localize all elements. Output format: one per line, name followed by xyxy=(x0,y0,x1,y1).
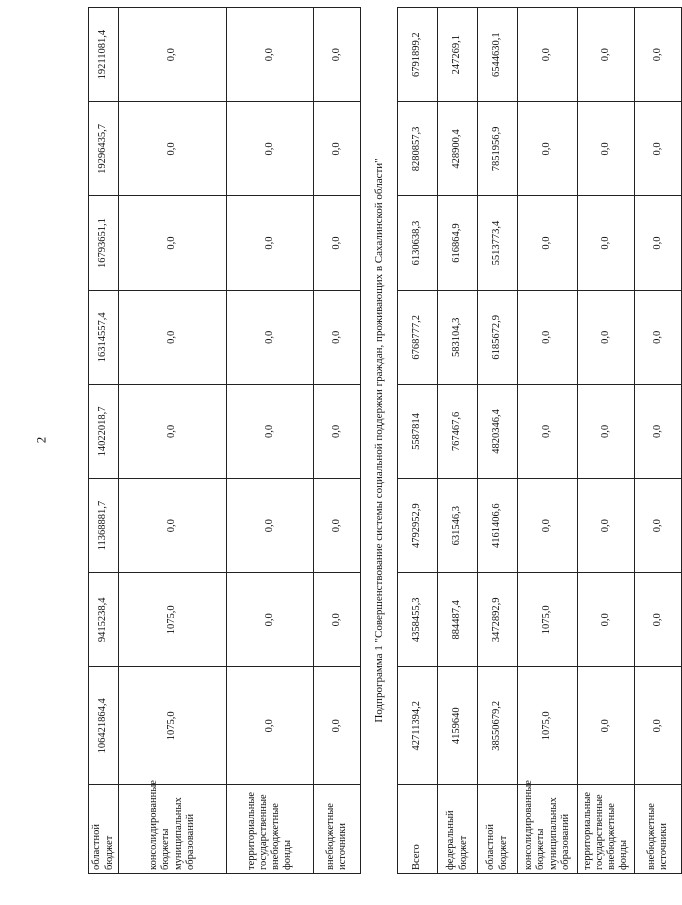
cell-value: 0,0 xyxy=(635,196,682,290)
cell-value: 5587814 xyxy=(398,384,438,478)
table-row xyxy=(227,8,314,874)
cell-value: 6185672,9 xyxy=(478,290,518,384)
cell-value: 1075,0 xyxy=(119,573,227,667)
cell-value: 0,0 xyxy=(635,384,682,478)
cell-value: 0,0 xyxy=(227,102,314,196)
row-label: внебюджетные источники xyxy=(314,785,361,874)
cell-value: 0,0 xyxy=(227,8,314,102)
cell-value: 0,0 xyxy=(578,196,635,290)
cell-value: 6544630,1 xyxy=(478,8,518,102)
cell-value: 6130638,3 xyxy=(398,196,438,290)
cell-value: 0,0 xyxy=(578,102,635,196)
cell-value: 11368881,7 xyxy=(89,479,119,573)
cell-value: 0,0 xyxy=(314,573,361,667)
cell-value: 0,0 xyxy=(314,479,361,573)
row-label: федеральный бюджет xyxy=(438,785,478,874)
cell-value: 14022018,7 xyxy=(89,384,119,478)
cell-value: 6768777,2 xyxy=(398,290,438,384)
cell-value: 616864,9 xyxy=(438,196,478,290)
cell-value: 0,0 xyxy=(578,667,635,785)
cell-value: 4161406,6 xyxy=(478,479,518,573)
cell-value: 0,0 xyxy=(119,479,227,573)
cell-value: 0,0 xyxy=(227,667,314,785)
cell-value: 16793651,1 xyxy=(89,196,119,290)
cell-value: 1075,0 xyxy=(518,573,578,667)
row-label: внебюджетные источники xyxy=(635,785,682,874)
cell-value: 4820346,4 xyxy=(478,384,518,478)
cell-value: 0,0 xyxy=(578,8,635,102)
cell-value: 884487,4 xyxy=(438,573,478,667)
row-label: Всего xyxy=(398,785,438,874)
table-row xyxy=(578,8,635,874)
subprogram-row xyxy=(361,8,398,874)
cell-value: 583104,3 xyxy=(438,290,478,384)
cell-value: 106421864,4 xyxy=(89,667,119,785)
cell-value: 0,0 xyxy=(119,102,227,196)
cell-value: 0,0 xyxy=(578,573,635,667)
cell-value: 19211081,4 xyxy=(89,8,119,102)
table-row xyxy=(478,8,518,874)
row-label: территориальные государственные внебюджетные фонды xyxy=(578,785,635,874)
cell-value: 0,0 xyxy=(119,196,227,290)
cell-value: 0,0 xyxy=(314,102,361,196)
row-label: консолидированные бюджеты муниципальных образований xyxy=(518,785,578,874)
cell-value: 0,0 xyxy=(578,479,635,573)
cell-value: 0,0 xyxy=(578,384,635,478)
row-label: областной бюджет xyxy=(478,785,518,874)
cell-value: 0,0 xyxy=(314,290,361,384)
cell-value: 0,0 xyxy=(227,290,314,384)
cell-value: 4792952,9 xyxy=(398,479,438,573)
cell-value: 0,0 xyxy=(314,8,361,102)
cell-value: 6791899,2 xyxy=(398,8,438,102)
cell-value: 631546,3 xyxy=(438,479,478,573)
cell-value: 1075,0 xyxy=(518,667,578,785)
cell-value: 0,0 xyxy=(635,573,682,667)
cell-value: 9415238,4 xyxy=(89,573,119,667)
cell-value: 0,0 xyxy=(227,196,314,290)
cell-value: 0,0 xyxy=(518,8,578,102)
row-label: консолидированные бюджеты муниципальных образований xyxy=(119,785,227,874)
cell-value: 16314557,4 xyxy=(89,290,119,384)
funding-table xyxy=(88,7,682,874)
subprogram-title: Подпрограмма 1 "Совершенствование системы социальной поддержки граждан, проживающих в Сахалинской области" xyxy=(361,8,398,874)
cell-value: 0,0 xyxy=(518,196,578,290)
cell-value: 0,0 xyxy=(314,667,361,785)
cell-value: 8280857,3 xyxy=(398,102,438,196)
cell-value: 0,0 xyxy=(119,384,227,478)
cell-value: 0,0 xyxy=(518,290,578,384)
cell-value: 0,0 xyxy=(119,8,227,102)
rotated-page-content xyxy=(88,7,669,874)
block1-body xyxy=(89,8,361,874)
cell-value: 0,0 xyxy=(635,479,682,573)
cell-value: 0,0 xyxy=(635,290,682,384)
table-row xyxy=(89,8,119,874)
cell-value: 0,0 xyxy=(314,196,361,290)
cell-value: 0,0 xyxy=(314,384,361,478)
block2-body xyxy=(398,8,682,874)
cell-value: 0,0 xyxy=(518,384,578,478)
cell-value: 0,0 xyxy=(119,290,227,384)
table-row xyxy=(635,8,682,874)
table-row xyxy=(438,8,478,874)
cell-value: 5513773,4 xyxy=(478,196,518,290)
cell-value: 0,0 xyxy=(518,479,578,573)
cell-value: 0,0 xyxy=(227,573,314,667)
cell-value: 4159640 xyxy=(438,667,478,785)
cell-value: 1075,0 xyxy=(119,667,227,785)
cell-value: 3472892,9 xyxy=(478,573,518,667)
table-row xyxy=(398,8,438,874)
cell-value: 0,0 xyxy=(578,290,635,384)
cell-value: 4358455,3 xyxy=(398,573,438,667)
cell-value: 19296435,7 xyxy=(89,102,119,196)
cell-value: 0,0 xyxy=(227,479,314,573)
row-label: территориальные государственные внебюджетные фонды xyxy=(227,785,314,874)
cell-value: 0,0 xyxy=(227,384,314,478)
cell-value: 247269,1 xyxy=(438,8,478,102)
cell-value: 0,0 xyxy=(635,8,682,102)
cell-value: 7851956,9 xyxy=(478,102,518,196)
cell-value: 0,0 xyxy=(518,102,578,196)
cell-value: 0,0 xyxy=(635,102,682,196)
cell-value: 0,0 xyxy=(635,667,682,785)
cell-value: 767467,6 xyxy=(438,384,478,478)
cell-value: 428900,4 xyxy=(438,102,478,196)
table-row xyxy=(314,8,361,874)
table-row xyxy=(119,8,227,874)
cell-value: 38550679,2 xyxy=(478,667,518,785)
table-row xyxy=(518,8,578,874)
cell-value: 42711394,2 xyxy=(398,667,438,785)
row-label: областной бюджет xyxy=(89,785,119,874)
page-number: 2 xyxy=(33,436,49,444)
